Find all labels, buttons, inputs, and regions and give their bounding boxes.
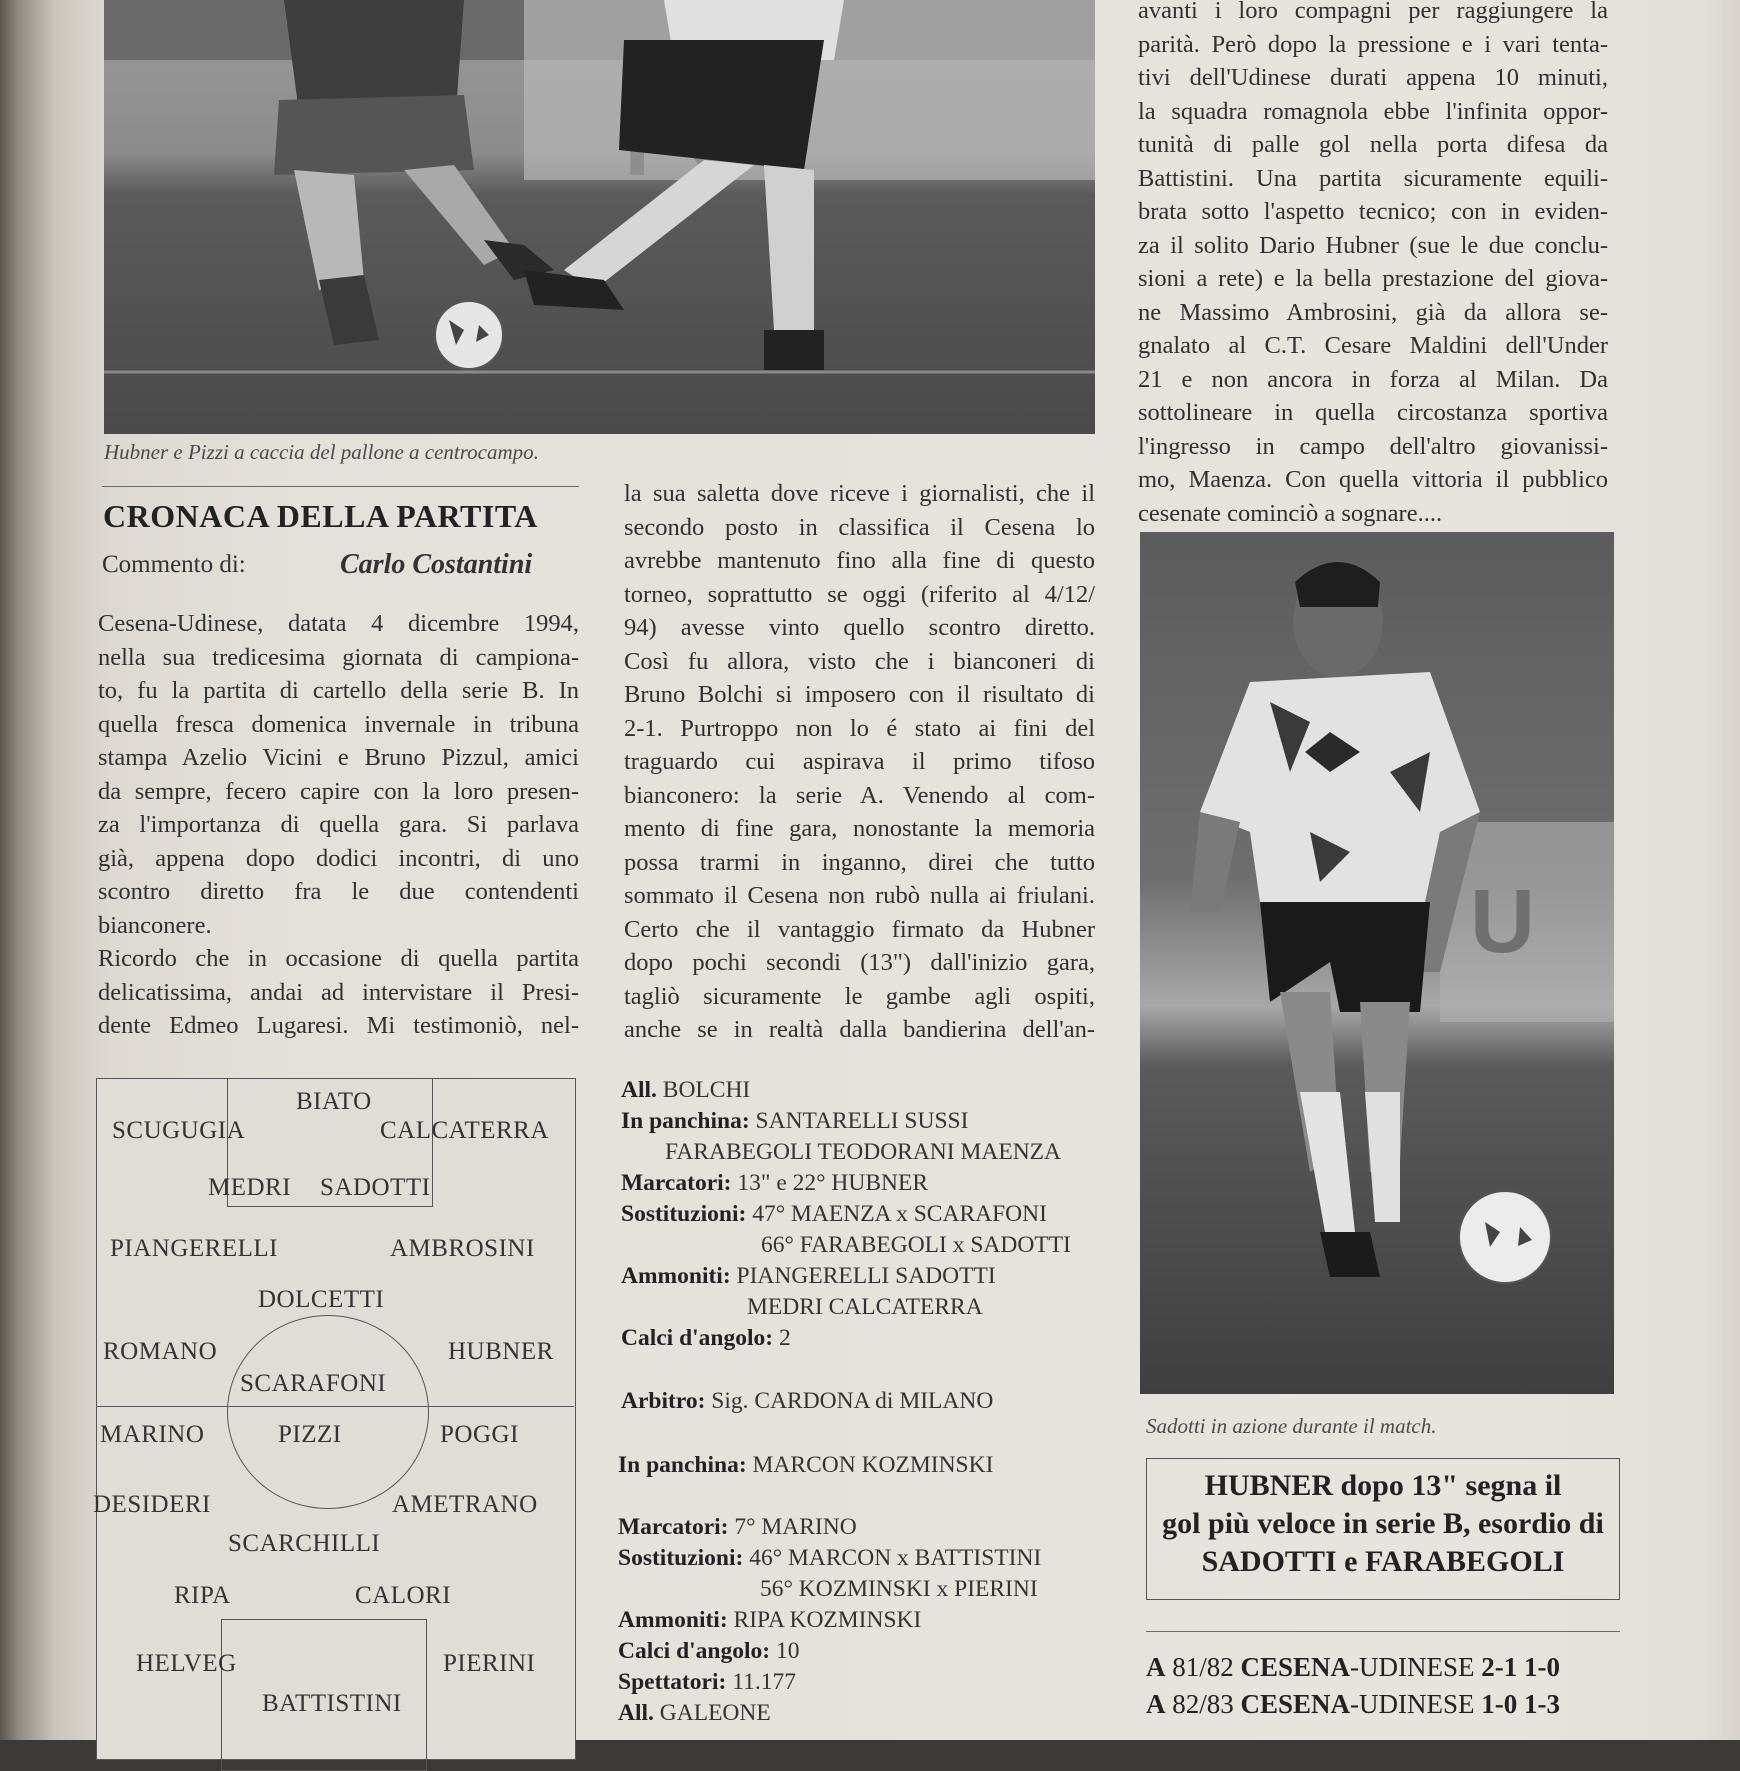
article-line: nella sua tredicesima giornata di campiona- <box>98 643 579 671</box>
info-row <box>621 1106 1071 1137</box>
article-line: dopo pochi secondi (13") dall'inizio gara, <box>624 949 1095 976</box>
divider <box>102 486 579 487</box>
article-line: gnalato al C.T. Cesare Maldini dell'Under <box>1138 332 1608 359</box>
article-line: 94) avesse vinto quello scontro diretto. <box>624 614 1095 641</box>
info-row <box>621 1168 1071 1199</box>
headline-line-3: SADOTTI e FARABEGOLI <box>1201 1545 1565 1578</box>
info-label: In panchina: <box>618 1452 747 1478</box>
info-label: Sostituzioni: <box>621 1201 747 1227</box>
player-udinese: SCARCHILLI <box>228 1530 381 1557</box>
article-line: sottolineare in quella circostanza sportiva <box>1138 399 1608 426</box>
article-line: tunità di palle gol nella porta difesa da <box>1138 131 1608 158</box>
article-line: dente Edmeo Lugaresi. Mi testimoniò, nel- <box>98 1012 579 1039</box>
player-udinese: PIERINI <box>443 1650 536 1677</box>
player-cesena: HUBNER <box>448 1338 554 1365</box>
info-value: 47° MAENZA x SCARAFONI <box>752 1201 1047 1227</box>
article-line: l'ingresso in campo dell'altro giovanissi- <box>1138 432 1608 460</box>
info-value: 7° MARINO <box>734 1514 857 1540</box>
article-column-1 <box>98 607 579 1043</box>
player-udinese: BATTISTINI <box>262 1690 402 1717</box>
player-cesena: SCUGUGIA <box>112 1117 246 1144</box>
svg-text:U: U <box>1470 872 1535 972</box>
player-cesena: MEDRI <box>208 1174 292 1201</box>
article-line: Certo che il vantaggio firmato da Hubner <box>624 915 1095 943</box>
article-column-3 <box>1138 0 1608 530</box>
history-season: 81/82 <box>1172 1652 1234 1682</box>
info-label: Ammoniti: <box>618 1607 728 1633</box>
info-row <box>618 1574 1041 1605</box>
info-row <box>618 1636 1041 1667</box>
article-line: traguardo cui aspirava il primo tifoso <box>624 748 1095 775</box>
info-label: All. <box>621 1077 657 1103</box>
article-line: brata sotto l'aspetto tecnico; con in eviden- <box>1138 198 1608 225</box>
info-value: MARCON KOZMINSKI <box>752 1452 994 1478</box>
info-row <box>621 1323 1071 1354</box>
history-row <box>1146 1652 1560 1689</box>
history-results <box>1146 1652 1560 1726</box>
info-row <box>621 1199 1071 1230</box>
player-cesena: AMBROSINI <box>390 1235 535 1262</box>
player-udinese: RIPA <box>174 1582 231 1609</box>
article-line: cesenate cominciò a sognare.... <box>1138 499 1443 527</box>
info-label: Calci d'angolo: <box>618 1638 771 1664</box>
info-label: Spettatori: <box>618 1669 727 1695</box>
player-udinese: CALORI <box>355 1582 452 1609</box>
article-line: stampa Azelio Vicini e Bruno Pizzul, amici <box>98 744 579 771</box>
info-row <box>618 1543 1041 1574</box>
article-line: mo, Maenza. Con quella vittoria il pubblico <box>1138 466 1608 493</box>
info-value: 66° FARABEGOLI x SADOTTI <box>761 1232 1071 1258</box>
referee-value: Sig. CARDONA di MILANO <box>711 1388 994 1414</box>
article-column-2 <box>624 477 1095 1047</box>
article-line: bianconere. <box>98 911 212 939</box>
history-score1: 1-0 <box>1481 1689 1518 1719</box>
player-udinese: PIZZI <box>278 1421 342 1448</box>
history-season: 82/83 <box>1172 1689 1234 1719</box>
article-line: delicatissima, andai ad intervistare il Presi- <box>98 978 579 1006</box>
history-div: A <box>1146 1689 1166 1719</box>
info-row <box>621 1075 1071 1106</box>
article-line: Battistini. Una partita sicuramente equili- <box>1138 164 1608 192</box>
byline-label: Commento di: <box>102 551 246 578</box>
article-line: avrebbe mantenuto fino alla fine di questo <box>624 547 1095 574</box>
headline-line-1: HUBNER dopo 13" segna il <box>1204 1469 1562 1502</box>
player-udinese: AMETRANO <box>392 1491 538 1518</box>
player-cesena: SCARAFONI <box>240 1370 387 1397</box>
info-value: MEDRI CALCATERRA <box>747 1294 983 1320</box>
player-udinese: HELVEG <box>136 1650 237 1677</box>
headline-box <box>1146 1458 1620 1600</box>
byline <box>102 549 533 580</box>
info-value: RIPA KOZMINSKI <box>733 1607 922 1633</box>
center-circle <box>227 1315 429 1509</box>
player-cesena: BIATO <box>296 1088 372 1115</box>
photo-caption-top: Hubner e Pizzi a caccia del pallone a centrocampo. <box>104 440 539 464</box>
info-row <box>618 1512 1041 1543</box>
history-score2: 1-0 <box>1524 1652 1561 1682</box>
info-row <box>621 1230 1071 1261</box>
info-value: 10 <box>775 1638 800 1664</box>
match-info-cesena <box>621 1075 1071 1354</box>
info-label: In panchina: <box>621 1108 750 1134</box>
article-line: scontro diretto fra le due contendenti <box>98 878 579 905</box>
player-udinese: POGGI <box>440 1421 519 1448</box>
article-line: già, appena dopo dodici incontri, di uno <box>98 844 579 872</box>
player-cesena: SADOTTI <box>320 1174 431 1201</box>
history-row <box>1146 1689 1560 1726</box>
history-score2: 1-3 <box>1524 1689 1561 1719</box>
player-cesena: ROMANO <box>103 1338 218 1365</box>
info-value: GALEONE <box>659 1700 771 1726</box>
article-line: Così fu allora, visto che i bianconeri di <box>624 647 1095 675</box>
article-line: sommato il Cesena non rubò nulla ai friulani. <box>624 882 1095 909</box>
photo-hubner-pizzi <box>104 0 1095 434</box>
info-value: 56° KOZMINSKI x PIERINI <box>760 1576 1038 1602</box>
player-udinese: MARINO <box>100 1421 205 1448</box>
article-line: secondo posto in classifica il Cesena lo <box>624 513 1095 541</box>
history-score1: 2-1 <box>1481 1652 1518 1682</box>
history-away: -UDINESE <box>1350 1652 1475 1682</box>
article-line: za il solito Dario Hubner (sue le due conclu- <box>1138 231 1608 259</box>
info-label: Sostituzioni: <box>618 1545 744 1571</box>
info-row <box>618 1450 1041 1481</box>
match-info-udinese <box>618 1450 1041 1729</box>
article-line: parità. Però dopo la pressione e i vari tenta- <box>1138 30 1608 58</box>
article-line: Cesena-Udinese, datata 4 dicembre 1994, <box>98 610 579 637</box>
info-value: 2 <box>778 1325 791 1351</box>
article-line: 21 e non ancora in forza al Milan. Da <box>1138 365 1608 393</box>
info-label: Calci d'angolo: <box>621 1325 774 1351</box>
article-line: la sua saletta dove riceve i giornalisti, che il <box>624 480 1095 507</box>
player-udinese: DESIDERI <box>93 1491 211 1518</box>
info-row <box>618 1605 1041 1636</box>
info-value: SANTARELLI SUSSI <box>755 1108 969 1134</box>
info-row <box>621 1261 1071 1292</box>
history-away: -UDINESE <box>1350 1689 1475 1719</box>
info-value: FARABEGOLI TEODORANI MAENZA <box>665 1139 1062 1165</box>
article-line: mento di fine gara, nonostante la memoria <box>624 815 1095 842</box>
player-cesena: DOLCETTI <box>258 1286 385 1313</box>
info-row <box>618 1667 1041 1698</box>
info-row <box>618 1698 1041 1729</box>
article-line: la squadra romagnola ebbe l'infinita oppor- <box>1138 97 1608 125</box>
info-label: Marcatori: <box>618 1514 729 1540</box>
article-line: Ricordo che in occasione di quella partita <box>98 945 579 972</box>
article-line: anche se in realtà dalla bandierina dell'an- <box>624 1016 1095 1043</box>
photo-sadotti <box>1140 532 1614 1394</box>
history-div: A <box>1146 1652 1166 1682</box>
info-row <box>621 1137 1071 1168</box>
match-info-referee <box>621 1386 993 1417</box>
article-line: tivi dell'Udinese durati appena 10 minuti, <box>1138 64 1608 91</box>
info-value: BOLCHI <box>662 1077 751 1103</box>
article-line: torneo, soprattutto se oggi (riferito al 4/12/ <box>624 580 1095 608</box>
author-name: Carlo Costantini <box>340 549 533 580</box>
info-value: 13" e 22° HUBNER <box>737 1170 929 1196</box>
article-line: bianconero: la serie A. Venendo al com- <box>624 781 1095 809</box>
article-line: quella fresca domenica invernale in tribuna <box>98 710 579 738</box>
info-row <box>621 1292 1071 1323</box>
article-line: da sempre, fecero capire con la loro presen- <box>98 777 579 805</box>
article-line: za l'importanza di quella gara. Si parlava <box>98 811 579 838</box>
article-line: avanti i loro compagni per raggiungere la <box>1138 0 1608 24</box>
info-label: All. <box>618 1700 654 1726</box>
article-line: possa trarmi in inganno, direi che tutto <box>624 848 1095 876</box>
info-label: Marcatori: <box>621 1170 732 1196</box>
referee-label: Arbitro: <box>621 1388 706 1414</box>
article-line: tagliò sicuramente le gambe agli ospiti, <box>624 982 1095 1010</box>
article-line: to, fu la partita di cartello della serie B. In <box>98 677 579 704</box>
photo-caption-right: Sadotti in azione durante il match. <box>1146 1414 1437 1438</box>
article-line: Bruno Bolchi si imposero con il risultato di <box>624 681 1095 708</box>
history-home: CESENA <box>1240 1689 1351 1719</box>
info-label: Ammoniti: <box>621 1263 731 1289</box>
divider <box>1146 1631 1620 1632</box>
history-home: CESENA <box>1240 1652 1351 1682</box>
info-value: PIANGERELLI SADOTTI <box>736 1263 996 1289</box>
player-cesena: PIANGERELLI <box>110 1235 278 1262</box>
article-line: 2-1. Purtroppo non lo é stato ai fini del <box>624 714 1095 742</box>
article-line: sioni a rete) e la bella prestazione del giova- <box>1138 265 1608 292</box>
player-cesena: CALCATERRA <box>380 1117 549 1144</box>
headline-line-2: gol più veloce in serie B, esordio di <box>1162 1507 1604 1540</box>
article-line: ne Massimo Ambrosini, già da allora se- <box>1138 298 1608 326</box>
info-value: 46° MARCON x BATTISTINI <box>749 1545 1042 1571</box>
info-value: 11.177 <box>732 1669 796 1695</box>
info-row <box>618 1481 1041 1512</box>
article-heading: CRONACA DELLA PARTITA <box>103 498 538 534</box>
